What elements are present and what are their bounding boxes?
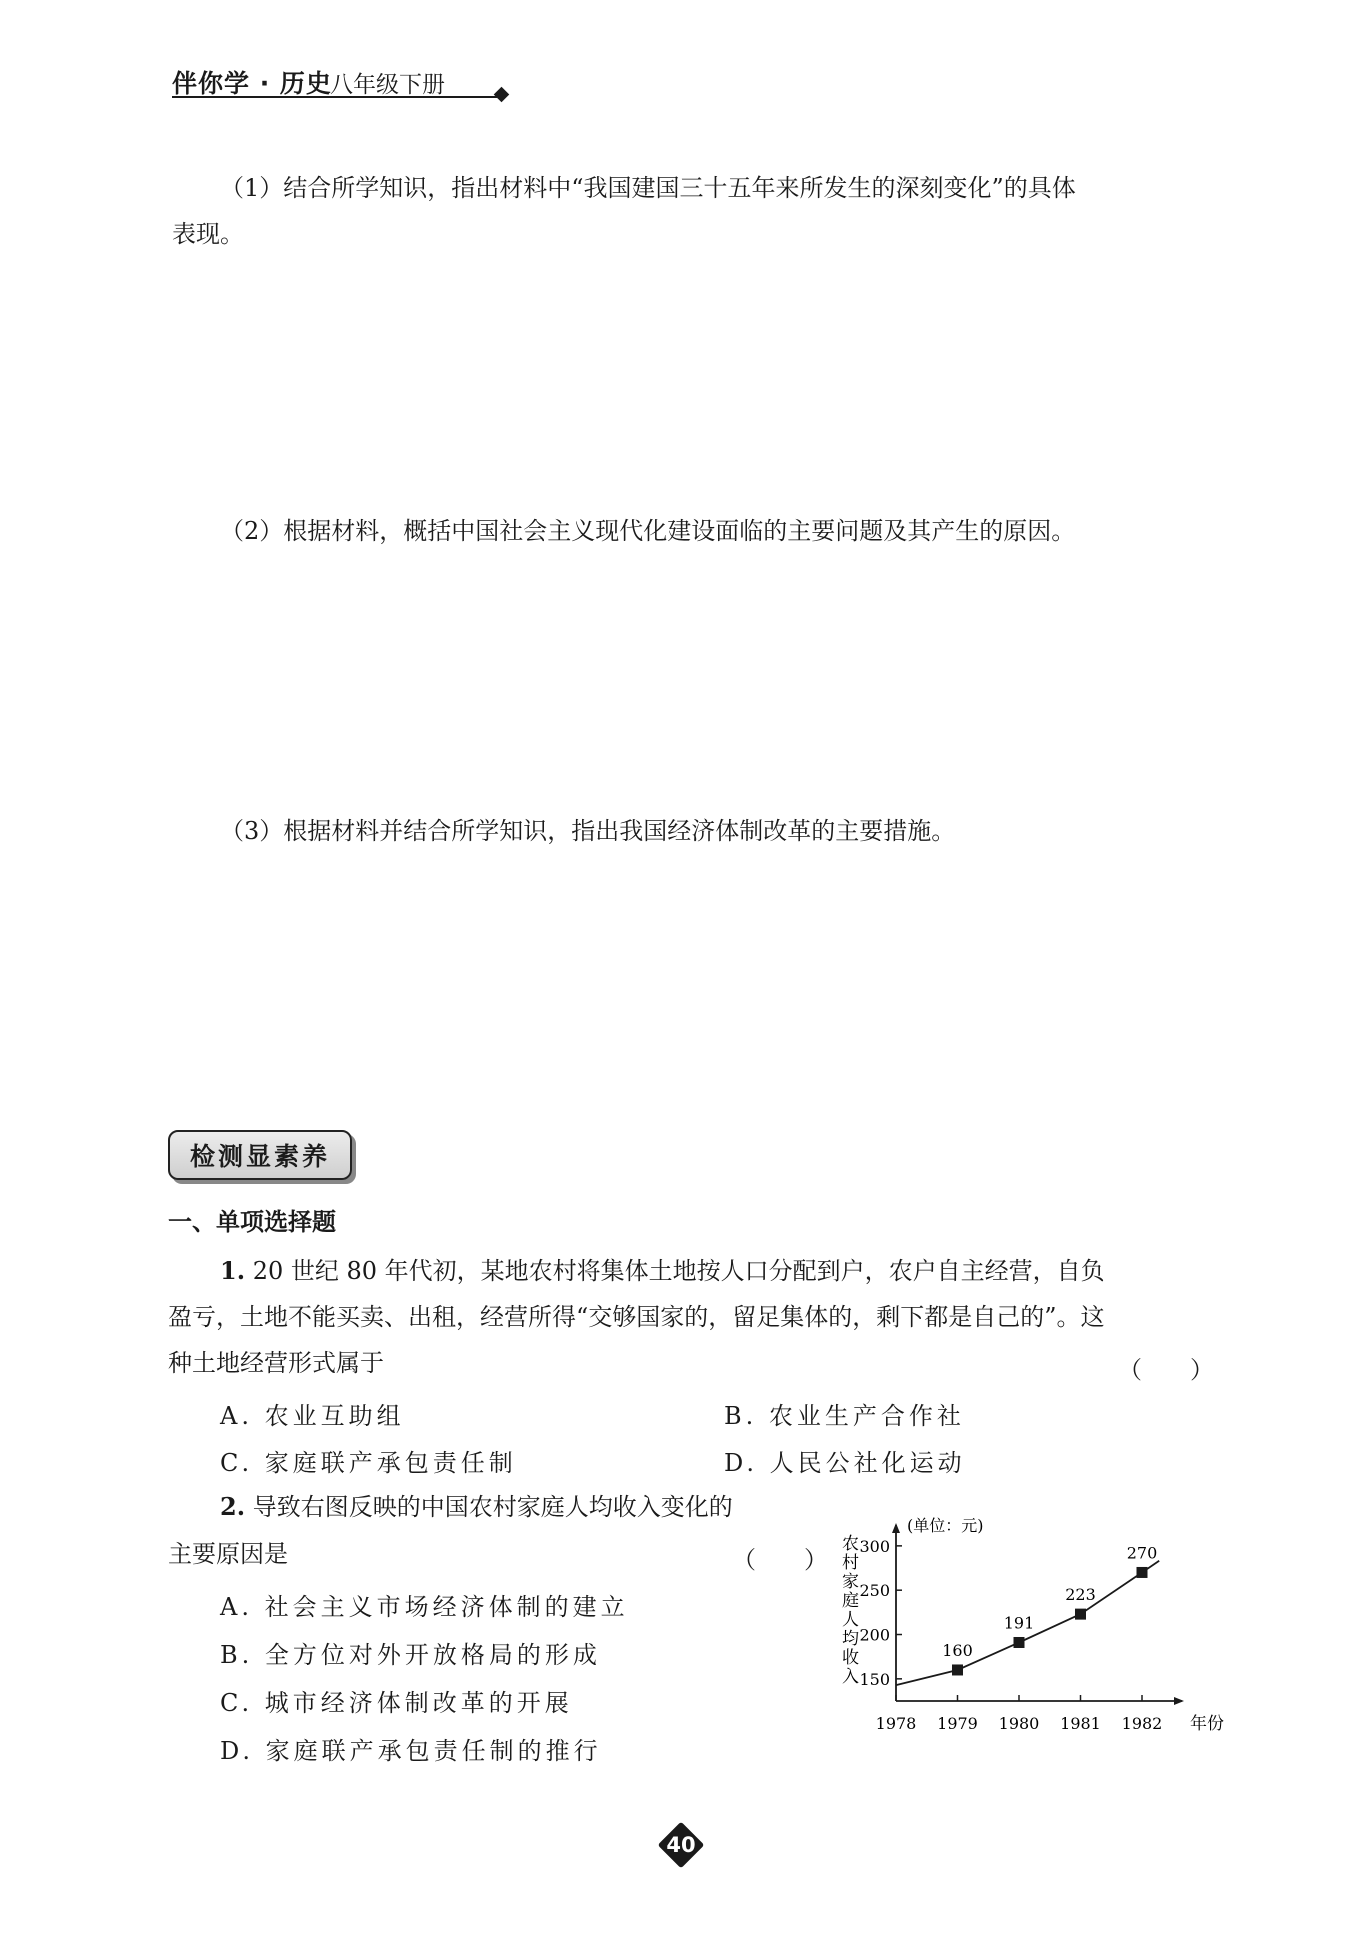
chart-x-tick-label: 1982 bbox=[1121, 1714, 1163, 1733]
chart-x-axis-label: 年份 bbox=[1190, 1714, 1224, 1734]
mc2-answer-blank[interactable]: （ ） bbox=[732, 1546, 828, 1574]
mc2-option-b[interactable]: B. 全方位对外开放格局的形成 bbox=[220, 1641, 601, 1669]
income-line-chart bbox=[820, 1505, 1224, 1750]
chart-data-label: 191 bbox=[1003, 1613, 1035, 1633]
mc1-option-c[interactable]: C. 家庭联产承包责任制 bbox=[220, 1449, 517, 1477]
mc1-option-a[interactable]: A. 农业互助组 bbox=[220, 1402, 405, 1430]
question-3: （3）根据材料并结合所学知识，指出我国经济体制改革的主要措施。 bbox=[220, 817, 956, 845]
mc2-line-1 bbox=[220, 1484, 733, 1530]
mc1-text-1: 20 世纪 80 年代初，某地农村将集体土地按人口分配到户，农户自主经营，自负 bbox=[252, 1257, 1105, 1285]
chart-data-point bbox=[1014, 1637, 1025, 1648]
chart-data-point bbox=[952, 1664, 963, 1675]
chart-y-axis-arrow bbox=[892, 1523, 900, 1533]
chart-data-label: 270 bbox=[1126, 1543, 1158, 1563]
chart-data-point bbox=[1137, 1567, 1148, 1578]
mc1-line-1 bbox=[220, 1248, 1105, 1294]
mc2-option-c[interactable]: C. 城市经济体制改革的开展 bbox=[220, 1689, 573, 1717]
section-badge: 检测显素养 bbox=[168, 1130, 352, 1180]
mc1-line-2: 盈亏，土地不能买卖、出租，经营所得“交够国家的，留足集体的，剩下都是自己的”。这 bbox=[168, 1303, 1105, 1331]
chart-unit-label: (单位：元) bbox=[907, 1516, 984, 1535]
mc1-answer-blank[interactable]: （ ） bbox=[1118, 1356, 1214, 1384]
chart-y-tick-label: 300 bbox=[859, 1536, 890, 1556]
mc1-option-d[interactable]: D. 人民公社化运动 bbox=[724, 1449, 966, 1477]
chart-x-tick-label: 1981 bbox=[1060, 1714, 1101, 1733]
question-2: （2）根据材料，概括中国社会主义现代化建设面临的主要问题及其产生的原因。 bbox=[220, 517, 1076, 545]
chart-data-label: 160 bbox=[942, 1640, 973, 1660]
mc2-text-1: 导致右图反映的中国农村家庭人均收入变化的 bbox=[252, 1493, 733, 1521]
chart-x-axis-arrow bbox=[1174, 1697, 1184, 1705]
chart-x-tick-label: 1978 bbox=[875, 1714, 917, 1733]
page-number-text: 40 bbox=[666, 1833, 696, 1857]
header-grade: 八年级下册 bbox=[330, 72, 445, 98]
diamond-icon bbox=[494, 87, 510, 103]
question-1-line-2: 表现。 bbox=[172, 220, 244, 248]
mc1-line-3: 种土地经营形式属于 bbox=[168, 1349, 384, 1377]
chart-y-tick-label: 250 bbox=[859, 1581, 890, 1601]
mc2-option-d[interactable]: D. 家庭联产承包责任制的推行 bbox=[220, 1737, 602, 1765]
section-title: 一、单项选择题 bbox=[168, 1208, 336, 1236]
chart-y-axis-label: 农村家庭人均收入 bbox=[842, 1534, 859, 1687]
mc2-line-2: 主要原因是 bbox=[168, 1540, 288, 1568]
chart-x-tick-label: 1980 bbox=[998, 1714, 1040, 1733]
mc2-number: 2. bbox=[220, 1492, 246, 1521]
chart-y-tick-label: 150 bbox=[859, 1669, 890, 1689]
question-1-line-1: （1）结合所学知识，指出材料中“我国建国三十五年来所发生的深刻变化”的具体 bbox=[220, 174, 1076, 202]
mc2-option-a[interactable]: A. 社会主义市场经济体制的建立 bbox=[220, 1593, 629, 1621]
header-brand: 伴你学 · 历史 bbox=[172, 69, 332, 98]
mc1-option-b[interactable]: B. 农业生产合作社 bbox=[724, 1402, 965, 1430]
page-number bbox=[658, 1822, 704, 1868]
chart-x-tick-label: 1979 bbox=[937, 1714, 978, 1733]
chart-data-label: 223 bbox=[1065, 1585, 1096, 1605]
header-rule bbox=[172, 96, 497, 98]
chart-data-point bbox=[1075, 1609, 1086, 1620]
chart-y-tick-label: 200 bbox=[859, 1625, 890, 1645]
mc1-number: 1. bbox=[220, 1256, 246, 1285]
